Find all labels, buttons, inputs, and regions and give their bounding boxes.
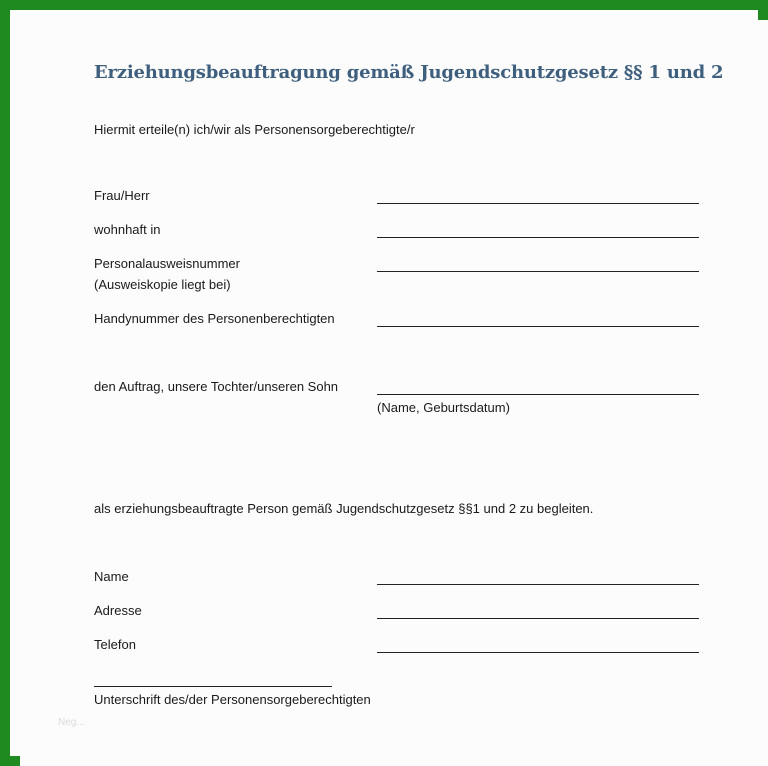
field-label-guardian-name: Name [94, 569, 129, 584]
field-label-address: wohnhaft in [94, 222, 161, 237]
field-label-name: Frau/Herr [94, 188, 150, 203]
field-label-guardian-phone: Telefon [94, 637, 136, 652]
purpose-text: als erziehungsbeauftragte Person gemäß Jugendschutzgesetz §§1 und 2 zu begleiten. [94, 501, 594, 516]
field-label-phone: Handynummer des Personenberechtigten [94, 311, 335, 326]
field-line-guardian-address[interactable] [377, 618, 699, 619]
watermark-text: Neg... [58, 717, 85, 728]
intro-text: Hiermit erteile(n) ich/wir als Personensorgeberechtigte/r [94, 122, 415, 137]
field-hint-child: (Name, Geburtsdatum) [377, 400, 510, 415]
signature-label: Unterschrift des/der Personensorgeberechtigten [94, 692, 371, 707]
field-line-phone[interactable] [377, 326, 699, 327]
field-label-id-number: Personalausweisnummer [94, 256, 240, 271]
field-sublabel-id-copy: (Ausweiskopie liegt bei) [94, 277, 231, 292]
field-line-name[interactable] [377, 203, 699, 204]
signature-line[interactable] [94, 686, 332, 687]
field-line-id-number[interactable] [377, 271, 699, 272]
field-label-child: den Auftrag, unsere Tochter/unseren Sohn [94, 379, 339, 394]
document-title: Erziehungsbeauftragung gemäß Jugendschutzgesetz §§ 1 und 2 [94, 62, 724, 83]
field-line-guardian-name[interactable] [377, 584, 699, 585]
field-line-address[interactable] [377, 237, 699, 238]
field-label-guardian-address: Adresse [94, 603, 142, 618]
field-line-child[interactable] [377, 394, 699, 395]
field-line-guardian-phone[interactable] [377, 652, 699, 653]
document-page [20, 20, 768, 766]
